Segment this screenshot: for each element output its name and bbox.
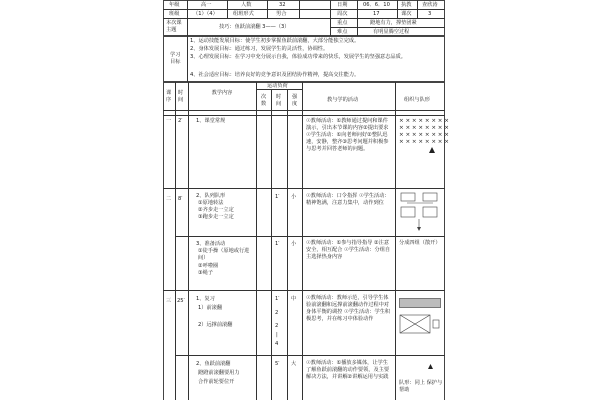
row-content-item: 蹬蹬前滚翻要用力 bbox=[198, 370, 240, 376]
row-times: 1′ bbox=[275, 241, 280, 247]
topic-value: 技巧：鱼跃前滚翻 3——（3） bbox=[219, 24, 290, 30]
row-content-item: ①徒手操（原地或行进间） bbox=[198, 248, 250, 261]
col-activity-head: 教与学的活动 bbox=[327, 97, 359, 103]
goal-item: 1、运动技能发展目标：使学生初步掌握鱼跃前滚翻，大部分能独立完成。 bbox=[190, 38, 360, 44]
triangle-icon bbox=[429, 147, 435, 153]
row-content-title: 1、复习 bbox=[196, 296, 215, 302]
row-intensity: 小 bbox=[291, 194, 297, 200]
row-content-item: ③绳子 bbox=[198, 270, 214, 276]
grade-label: 年级 bbox=[169, 1, 180, 8]
col-time-head: 时间 bbox=[178, 90, 184, 103]
row-content-title: 2、队列队形 bbox=[196, 193, 226, 199]
people-value: 32 bbox=[279, 1, 286, 8]
org-value: 男合 bbox=[276, 10, 287, 17]
people-label: 人数 bbox=[241, 1, 252, 8]
row-content-item: 2）远撑前滚翻 bbox=[198, 322, 233, 328]
col-content-head: 教学内容 bbox=[211, 90, 233, 96]
formation-row: × × × × × × × × bbox=[399, 118, 449, 124]
col-duration-head: 时间 bbox=[276, 94, 282, 107]
row-seq: 三 bbox=[166, 298, 172, 304]
row-times: 1′ bbox=[275, 296, 280, 302]
col-intensity-head: 强度 bbox=[292, 94, 298, 107]
row-content: 1、课堂常规 bbox=[196, 118, 226, 124]
row-seq: 二 bbox=[166, 196, 172, 202]
row-content-item: 1）前滚翻 bbox=[198, 305, 223, 311]
mat-layout-diagram bbox=[399, 314, 441, 334]
row-count: | bbox=[276, 332, 278, 338]
week-value: 17 bbox=[373, 10, 380, 17]
row-content-item: ②呼啦圈 bbox=[198, 263, 219, 269]
class-value: （1）（4） bbox=[193, 10, 218, 17]
row-activity: ☉教师活动：教师示范，引导学生体验前滚翻和远撑前滚翻动作过程中对身体平衡的调控 ☉学生活动：学生积极思考，并在练习中体验动作 bbox=[306, 295, 391, 322]
formation-row: × × × × × × × × bbox=[399, 125, 449, 131]
lesson-plan-page bbox=[163, 0, 449, 400]
difficulty-label: 难点 bbox=[337, 28, 348, 35]
row-time: 8′ bbox=[178, 196, 183, 202]
goal-item: 2、身体发展目标：通过练习，发展学生的灵活性，协调性。 bbox=[190, 46, 329, 52]
row-count: 4 bbox=[275, 341, 279, 347]
col-times-head: 次数 bbox=[261, 94, 267, 107]
class-photo bbox=[399, 298, 441, 308]
org-label: 组班形式 bbox=[233, 10, 254, 17]
row-intensity: 小 bbox=[291, 241, 297, 247]
row-org: 队形：同上 保护与帮助 bbox=[399, 380, 443, 393]
triangle-icon bbox=[428, 364, 433, 369]
row-content-item: 合作前轮要位开 bbox=[198, 379, 235, 385]
row-content-item: ①原地转法 bbox=[198, 200, 224, 206]
load-head: 运动负荷 bbox=[267, 83, 288, 89]
date-value: 06．6．10 bbox=[363, 1, 390, 8]
row-count: 2 bbox=[275, 310, 279, 316]
row-org: 分成四组（散开） bbox=[399, 240, 441, 246]
goal-item: 3、心理发展目标：在学习中充分展示自我，体验成功带来的快乐，发展学生的坚强意志品质。 bbox=[190, 54, 406, 60]
week-label: 周次 bbox=[337, 10, 348, 17]
row-activity: ☉教师活动：①参与指导指导 ②注意安全，相互配合 ☉学生活动：分组自主选择热身内容 bbox=[306, 240, 391, 260]
date-label: 日期 bbox=[337, 1, 348, 8]
row-count: 2 bbox=[275, 323, 279, 329]
grade-value: 高一 bbox=[201, 1, 212, 8]
row-content-item: ②齐步走一立定 bbox=[198, 207, 234, 213]
class-label: 班级 bbox=[169, 10, 180, 17]
row-activity: ☉教师活动：口令指挥 ☉学生活动：精神饱满，注意力集中，动作到位 bbox=[306, 193, 390, 206]
key-value: 蹬地有力，撑垫团紧 bbox=[370, 19, 417, 26]
lesson-value: 3 bbox=[428, 10, 432, 17]
teacher-label: 执教 bbox=[401, 1, 412, 8]
lesson-label: 课次 bbox=[401, 10, 412, 17]
row-time: 25′ bbox=[177, 298, 185, 304]
row-intensity: 中 bbox=[291, 296, 297, 302]
row-time: 2′ bbox=[178, 118, 183, 124]
goals-label: 学习目标 bbox=[170, 52, 181, 65]
row-content-title: 2、鱼跃前滚翻 bbox=[196, 361, 231, 367]
teacher-value: 查欣涛 bbox=[422, 1, 438, 8]
col-process-head: 课序 bbox=[166, 90, 172, 103]
row-activity: ☉教师活动：①播放多媒体，让学生了解鱼跃前滚翻的动作要领，及主要解决方法，并讲解②讲解运用与实践 bbox=[306, 360, 390, 380]
col-org-head: 组织与队形 bbox=[404, 97, 430, 103]
key-label: 重点 bbox=[337, 19, 348, 26]
row-times: 5′ bbox=[275, 361, 280, 367]
topic-label: 本次课主题 bbox=[166, 20, 182, 33]
drill-diagram bbox=[399, 191, 441, 233]
row-content-item: ③跑步走一立定 bbox=[198, 214, 234, 220]
formation-row: × × × × × × × × bbox=[399, 132, 449, 138]
row-content-title: 3、准备活动 bbox=[196, 241, 226, 247]
row-intensity: 大 bbox=[291, 361, 297, 367]
row-activity: ☉教师活动：①教师通过提问和课件演示，引出本节课的内容②提出要求 ☉学生活动：①向老师问好②整队迅速，安静，整齐③思考问题并积极参与思考并回答老师的问题。 bbox=[306, 118, 389, 152]
formation-row: × × × × × × × × bbox=[399, 139, 449, 145]
goal-item: 4、社会适应目标：培养良好的竞争意识及团结协作精神，提高交往能力。 bbox=[190, 72, 360, 78]
row-times: 1′ bbox=[275, 194, 280, 200]
difficulty-value: 有明显腾空过程 bbox=[373, 28, 410, 35]
row-seq: 一 bbox=[166, 118, 172, 124]
